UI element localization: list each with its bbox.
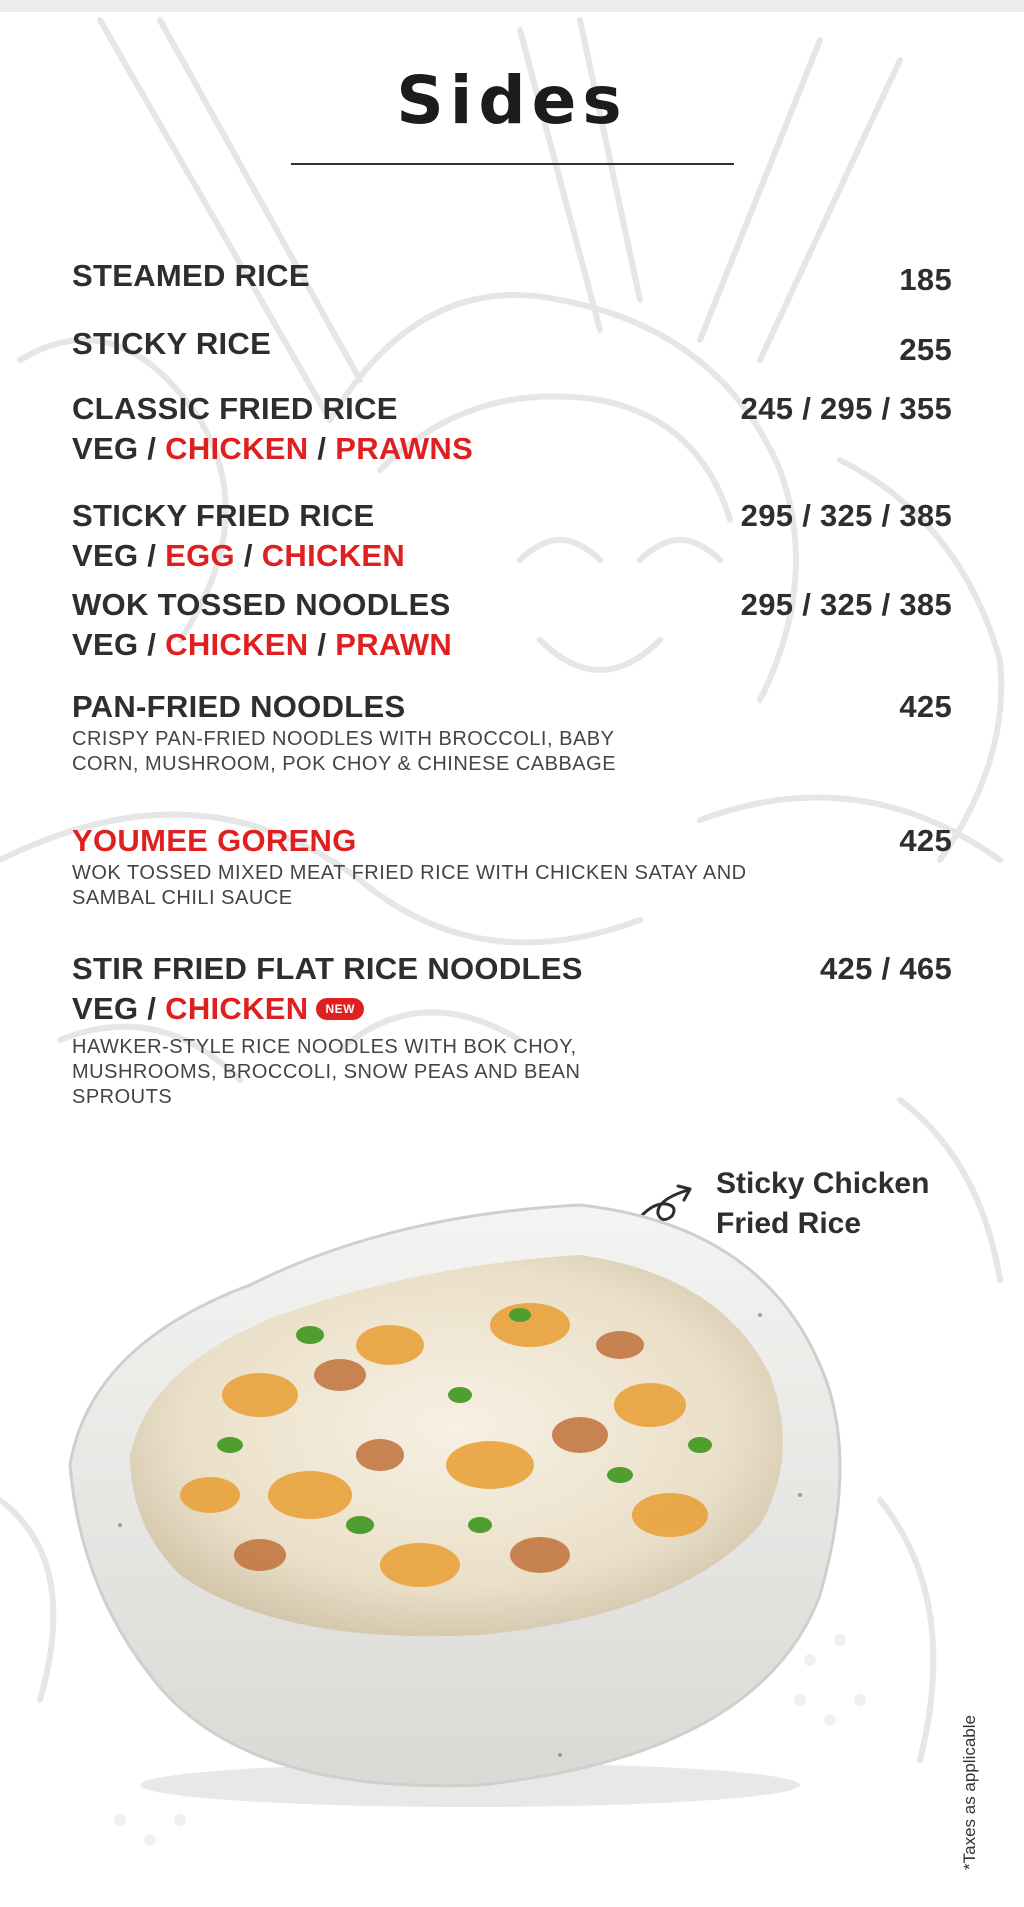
item-price: 295 / 325 / 385 (740, 498, 952, 533)
item-name: STEAMED RICE (72, 258, 310, 293)
item-price: 255 (899, 332, 952, 367)
item-price: 425 (899, 689, 952, 724)
item-variants (72, 989, 952, 1029)
variant-chicken: CHICKEN (165, 431, 309, 466)
menu-item-sticky-fried-rice (72, 496, 952, 576)
variant-separator: / (243, 538, 253, 573)
item-price: 295 / 325 / 385 (740, 587, 952, 622)
menu-item-wok-tossed-noodles (72, 585, 952, 665)
item-description: HAWKER-STYLE RICE NOODLES WITH BOK CHOY, MUSHROOMS, BROCCOLI, SNOW PEAS AND BEAN SPROUTS (72, 1036, 581, 1108)
variant-veg: VEG (72, 627, 139, 662)
item-name: CLASSIC FRIED RICE (72, 391, 398, 426)
fried-rice-bowl-image (60, 1195, 880, 1815)
page-title: Sides (396, 62, 628, 139)
menu-item-classic-fried-rice (72, 389, 952, 469)
variant-separator: / (317, 627, 327, 662)
menu-item-sticky-rice (72, 324, 952, 367)
item-description: CRISPY PAN-FRIED NOODLES WITH BROCCOLI, BABY CORN, MUSHROOM, POK CHOY & CHINESE CABBAGE (72, 728, 617, 775)
variant-separator: / (147, 627, 157, 662)
photo-caption: Sticky Chicken Fried Rice (716, 1167, 930, 1240)
menu-item-stir-fried-flat-rice-noodles (72, 949, 952, 1110)
item-name: YOUMEE GORENG (72, 823, 357, 858)
menu-item-youmee-goreng (72, 821, 952, 911)
variant-separator: / (147, 538, 157, 573)
item-variants (72, 625, 952, 665)
variant-prawns: PRAWNS (335, 431, 474, 466)
item-name: WOK TOSSED NOODLES (72, 587, 451, 622)
item-name: STICKY FRIED RICE (72, 498, 375, 533)
variant-separator: / (147, 431, 157, 466)
menu-item-steamed-rice (72, 256, 952, 296)
variant-veg: VEG (72, 431, 139, 466)
item-description: WOK TOSSED MIXED MEAT FRIED RICE WITH CHICKEN SATAY AND SAMBAL CHILI SAUCE (72, 862, 747, 909)
item-variants (72, 536, 952, 576)
title-underline (291, 163, 734, 165)
item-name: STIR FRIED FLAT RICE NOODLES (72, 951, 583, 986)
item-price: 425 (899, 823, 952, 858)
item-price: 185 (899, 262, 952, 297)
variant-chicken: CHICKEN (165, 991, 309, 1026)
variant-egg: EGG (165, 538, 235, 573)
item-variants (72, 429, 952, 469)
taxes-note: *Taxes as applicable (960, 1715, 979, 1870)
variant-veg: VEG (72, 538, 139, 573)
menu-item-pan-fried-noodles (72, 687, 952, 777)
item-name: PAN-FRIED NOODLES (72, 689, 406, 724)
variant-chicken: CHICKEN (165, 627, 309, 662)
item-price: 245 / 295 / 355 (740, 391, 952, 426)
item-price: 425 / 465 (820, 951, 952, 986)
new-badge-icon: NEW (316, 998, 364, 1020)
variant-separator: / (317, 431, 327, 466)
variant-separator: / (147, 991, 157, 1026)
variant-prawn: PRAWN (335, 627, 453, 662)
variant-chicken: CHICKEN (261, 538, 406, 573)
variant-veg: VEG (72, 991, 139, 1026)
item-name: STICKY RICE (72, 326, 272, 361)
